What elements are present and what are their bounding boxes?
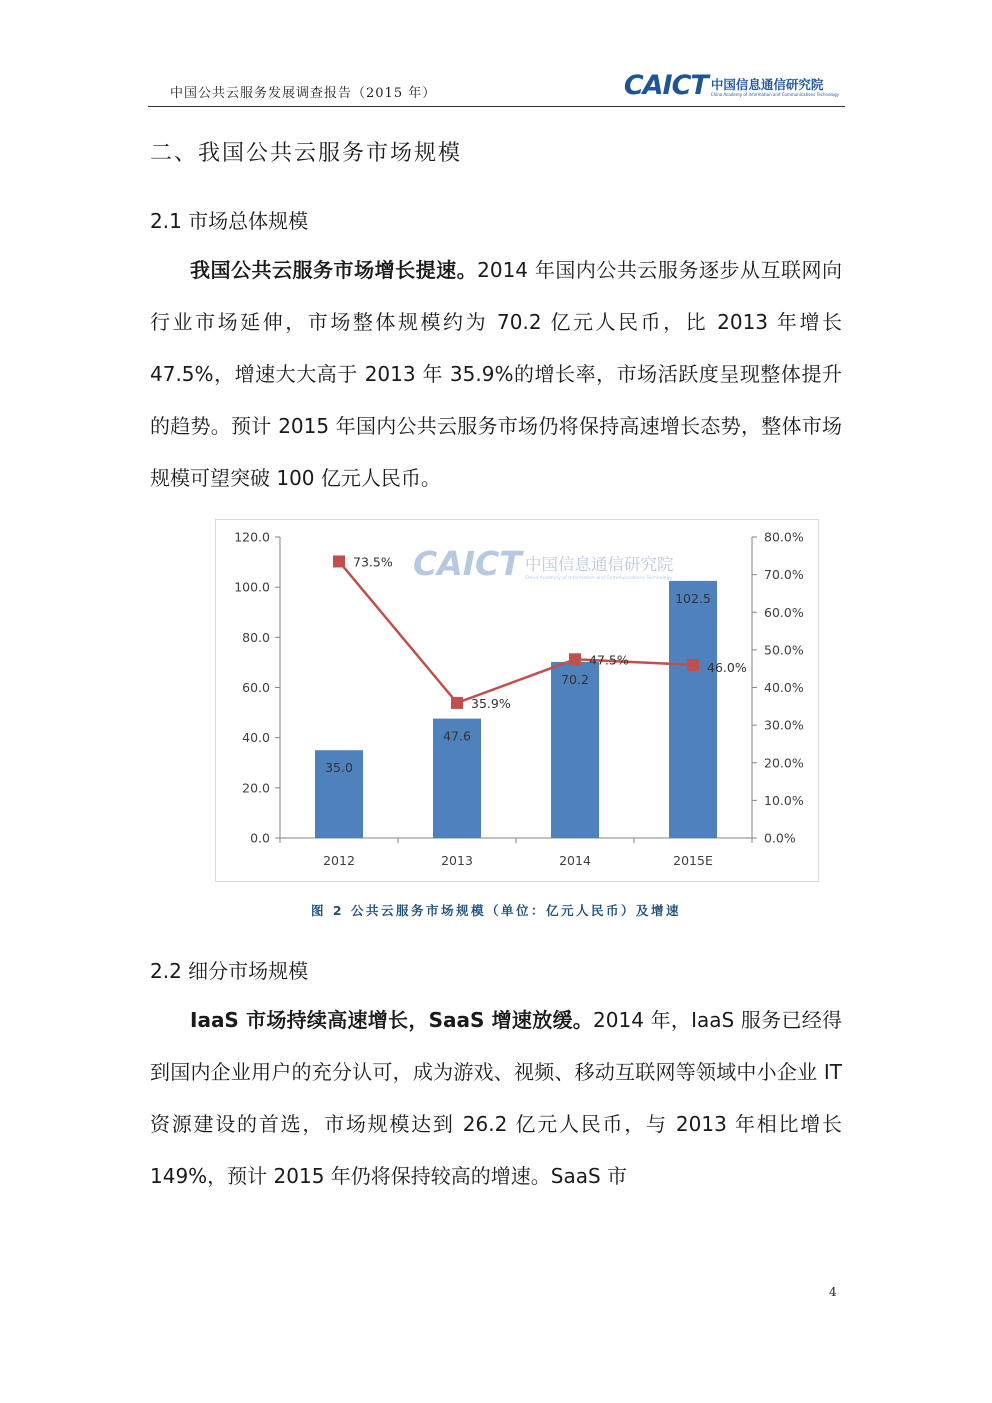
paragraph-lead: IaaS 市场持续高速增长，SaaS 增速放缓。 [190, 1008, 594, 1032]
y-tick-label: 20.0 [242, 780, 270, 796]
bar-value-label: 102.5 [675, 590, 711, 606]
chart-canvas [216, 520, 818, 881]
y2-tick-label: 60.0% [764, 604, 804, 620]
y-tick-label: 100.0 [234, 579, 270, 595]
logo-text-block [711, 78, 839, 98]
logo-chinese-name: 中国信息通信研究院 [710, 77, 824, 92]
y2-tick-label: 70.0% [764, 567, 804, 583]
watermark-chinese: 中国信息通信研究院 [525, 555, 674, 574]
subsection-title-segment: 2.2 细分市场规模 [150, 959, 309, 983]
logo-english-name: China Academy of Information and Communications Technology [710, 92, 839, 97]
line-marker [333, 555, 345, 567]
paragraph-overall [150, 244, 842, 504]
line-marker [451, 697, 463, 709]
line-value-label: 73.5% [353, 554, 393, 570]
y-tick-label: 80.0 [242, 629, 270, 645]
y-tick-label: 120.0 [234, 529, 270, 545]
watermark-mark: CAICT [413, 544, 522, 583]
bar-value-label: 47.6 [443, 728, 471, 744]
bar-series [315, 581, 717, 838]
y2-tick-label: 0.0% [764, 830, 796, 846]
y2-tick-label: 10.0% [764, 792, 804, 808]
x-tick-label: 2014 [559, 853, 591, 868]
paragraph-segment [150, 994, 842, 1202]
logo-mark: CAICT [623, 70, 708, 101]
paragraph-lead: 我国公共云服务市场增长提速。 [190, 258, 478, 282]
caict-logo [624, 66, 839, 100]
y2-tick-label: 20.0% [764, 755, 804, 771]
section-title: 二、我国公共云服务市场规模 [150, 141, 463, 166]
line-value-label: 47.5% [589, 652, 629, 668]
y2-tick-label: 80.0% [764, 529, 804, 545]
report-title: 中国公共云服务发展调查报告（2015 年） [170, 86, 437, 101]
line-value-label: 46.0% [707, 659, 747, 675]
x-tick-label: 2013 [441, 853, 473, 868]
y2-tick-label: 40.0% [764, 680, 804, 695]
y-tick-label: 0.0 [250, 830, 270, 846]
bar-value-label: 35.0 [325, 760, 353, 776]
paragraph-body: 2014 年国内公共云服务逐步从互联网向行业市场延伸，市场整体规模约为 70.2 亿元人民币，比 2013 年增长 47.5%，增速大大高于 2013 年 35.9%的增长率，市场活跃度呈现整体提升的趋势。预计 2015 年国内公共云服务市场仍将保持高速增长态势，整体市场规模可望突破 100 亿元人民币。 [150, 258, 843, 490]
figure-caption: 图 2 公共云服务市场规模（单位：亿元人民币）及增速 [311, 903, 681, 918]
bar [551, 662, 599, 838]
paragraph-body: 2014 年，IaaS 服务已经得到国内企业用户的充分认可，成为游戏、视频、移动互联网等领域中小企业 IT 资源建设的首选，市场规模达到 26.2 亿元人民币，与 2013 年相比增长 149%，预计 2015 年仍将保持较高的增速。SaaS 市 [150, 1008, 842, 1188]
y-tick-label: 60.0 [242, 680, 270, 695]
watermark-english: China Academy of Information and Communications Technology [525, 576, 673, 581]
y2-tick-label: 50.0% [764, 642, 804, 658]
y2-tick-label: 30.0% [764, 717, 804, 733]
bar [669, 581, 717, 838]
chart-watermark [413, 544, 674, 583]
x-tick-label: 2015E [673, 853, 713, 868]
bar-value-label: 70.2 [561, 671, 589, 687]
line-marker [687, 659, 699, 671]
line-value-label: 35.9% [471, 695, 511, 711]
line-marker [569, 653, 581, 665]
market-size-chart [215, 519, 819, 882]
page-number: 4 [829, 1285, 837, 1299]
y-tick-label: 40.0 [242, 730, 270, 746]
page-header [148, 60, 845, 107]
x-tick-label: 2012 [323, 853, 355, 868]
subsection-title-overall: 2.1 市场总体规模 [150, 209, 309, 233]
